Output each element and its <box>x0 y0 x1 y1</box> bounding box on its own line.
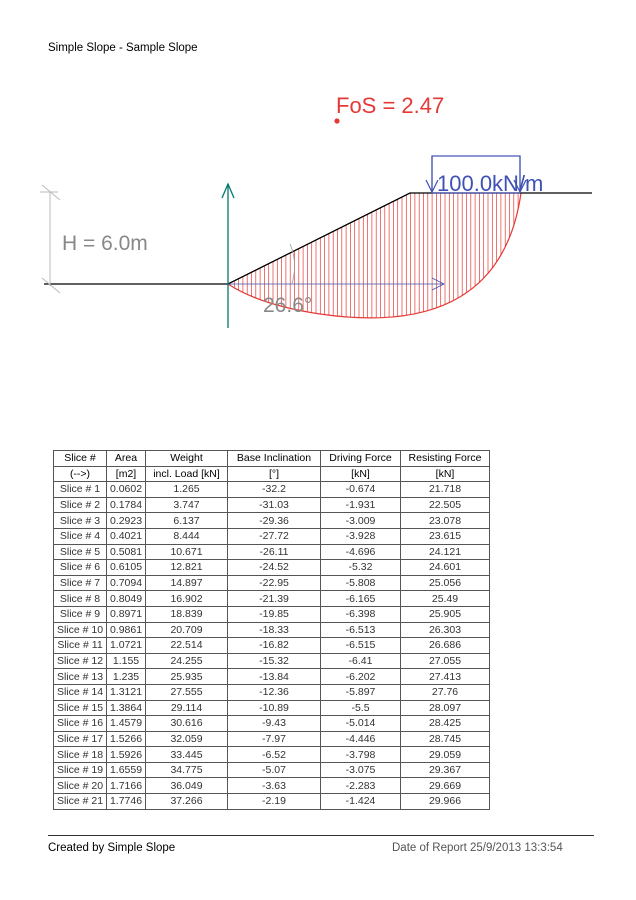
table-cell: 21.718 <box>401 482 490 498</box>
table-cell: 27.555 <box>146 684 228 700</box>
table-row <box>54 482 490 498</box>
table-cell: 30.616 <box>146 716 228 732</box>
footer-report-date: Date of Report 25/9/2013 13:3:54 <box>392 842 563 854</box>
table-cell: 12.821 <box>146 560 228 576</box>
table-row <box>54 528 490 544</box>
table-header-cell: Resisting Force <box>401 451 490 467</box>
table-header-row <box>54 451 490 467</box>
table-cell: -3.63 <box>228 778 321 794</box>
table-cell: 28.097 <box>401 700 490 716</box>
slope-diagram <box>0 80 636 340</box>
table-cell: Slice # 10 <box>54 622 107 638</box>
table-cell: 29.114 <box>146 700 228 716</box>
table-cell: 32.059 <box>146 731 228 747</box>
table-cell: -2.19 <box>228 794 321 810</box>
slice-results-table-wrap <box>53 450 490 810</box>
table-cell: -27.72 <box>228 528 321 544</box>
table-row <box>54 716 490 732</box>
table-header-cell: Slice # <box>54 451 107 467</box>
table-header-cell: [kN] <box>401 466 490 482</box>
table-cell: 24.255 <box>146 653 228 669</box>
table-cell: 0.4021 <box>107 528 146 544</box>
table-cell: 27.413 <box>401 669 490 685</box>
table-cell: 23.078 <box>401 513 490 529</box>
table-header-cell: (-->) <box>54 466 107 482</box>
table-cell: Slice # 6 <box>54 560 107 576</box>
table-cell: 0.9861 <box>107 622 146 638</box>
table-cell: Slice # 8 <box>54 591 107 607</box>
table-cell: 22.514 <box>146 638 228 654</box>
table-cell: 0.6105 <box>107 560 146 576</box>
table-cell: 1.7166 <box>107 778 146 794</box>
table-row <box>54 778 490 794</box>
angle-arc <box>290 244 295 284</box>
table-cell: 10.671 <box>146 544 228 560</box>
table-cell: -6.52 <box>228 747 321 763</box>
table-row <box>54 653 490 669</box>
table-cell: Slice # 2 <box>54 497 107 513</box>
table-row <box>54 560 490 576</box>
table-cell: -5.808 <box>321 575 401 591</box>
table-row <box>54 794 490 810</box>
table-cell: 27.055 <box>401 653 490 669</box>
table-cell: 1.5926 <box>107 747 146 763</box>
table-cell: -3.928 <box>321 528 401 544</box>
table-cell: 1.3864 <box>107 700 146 716</box>
table-cell: Slice # 13 <box>54 669 107 685</box>
height-dimension-tick-bottom <box>42 278 60 293</box>
table-cell: Slice # 7 <box>54 575 107 591</box>
table-row <box>54 622 490 638</box>
table-cell: 1.265 <box>146 482 228 498</box>
table-cell: 25.056 <box>401 575 490 591</box>
table-cell: 33.445 <box>146 747 228 763</box>
table-cell: -32.2 <box>228 482 321 498</box>
table-cell: 14.897 <box>146 575 228 591</box>
table-cell: -26.11 <box>228 544 321 560</box>
table-cell: 24.601 <box>401 560 490 576</box>
table-cell: Slice # 16 <box>54 716 107 732</box>
table-cell: Slice # 12 <box>54 653 107 669</box>
table-cell: -9.43 <box>228 716 321 732</box>
slip-circle-center <box>334 118 339 123</box>
table-cell: -0.674 <box>321 482 401 498</box>
table-cell: -21.39 <box>228 591 321 607</box>
table-cell: 27.76 <box>401 684 490 700</box>
table-cell: -5.5 <box>321 700 401 716</box>
table-header-cell: incl. Load [kN] <box>146 466 228 482</box>
table-row <box>54 762 490 778</box>
table-cell: 0.7094 <box>107 575 146 591</box>
table-cell: 25.49 <box>401 591 490 607</box>
table-header-cell: [kN] <box>321 466 401 482</box>
table-cell: Slice # 19 <box>54 762 107 778</box>
table-header-cell: [°] <box>228 466 321 482</box>
table-cell: 1.5266 <box>107 731 146 747</box>
table-cell: -12.36 <box>228 684 321 700</box>
table-row <box>54 575 490 591</box>
fos-label: FoS = 2.47 <box>336 93 445 118</box>
table-row <box>54 606 490 622</box>
table-cell: 34.775 <box>146 762 228 778</box>
table-row <box>54 591 490 607</box>
table-cell: -15.32 <box>228 653 321 669</box>
table-cell: 23.615 <box>401 528 490 544</box>
table-cell: 1.7746 <box>107 794 146 810</box>
table-cell: 1.0721 <box>107 638 146 654</box>
table-cell: Slice # 14 <box>54 684 107 700</box>
table-row <box>54 638 490 654</box>
table-cell: -5.07 <box>228 762 321 778</box>
table-cell: -5.897 <box>321 684 401 700</box>
table-row <box>54 669 490 685</box>
table-cell: 0.2923 <box>107 513 146 529</box>
table-cell: 0.1784 <box>107 497 146 513</box>
table-cell: -10.89 <box>228 700 321 716</box>
table-cell: Slice # 15 <box>54 700 107 716</box>
table-cell: Slice # 18 <box>54 747 107 763</box>
table-row <box>54 684 490 700</box>
table-cell: Slice # 5 <box>54 544 107 560</box>
table-cell: 20.709 <box>146 622 228 638</box>
table-header-cell: [m2] <box>107 466 146 482</box>
table-cell: 29.367 <box>401 762 490 778</box>
table-cell: -6.513 <box>321 622 401 638</box>
table-cell: 25.905 <box>401 606 490 622</box>
table-cell: 26.303 <box>401 622 490 638</box>
table-cell: -6.202 <box>321 669 401 685</box>
table-cell: 28.425 <box>401 716 490 732</box>
table-cell: 1.3121 <box>107 684 146 700</box>
table-cell: -4.446 <box>321 731 401 747</box>
table-cell: -18.33 <box>228 622 321 638</box>
table-cell: -3.075 <box>321 762 401 778</box>
load-label: 100.0kN/m <box>437 171 544 196</box>
table-row <box>54 731 490 747</box>
table-row <box>54 747 490 763</box>
table-cell: -3.798 <box>321 747 401 763</box>
table-cell: 1.155 <box>107 653 146 669</box>
table-header-cell: Base Inclination <box>228 451 321 467</box>
table-cell: -2.283 <box>321 778 401 794</box>
table-cell: -3.009 <box>321 513 401 529</box>
table-cell: -29.36 <box>228 513 321 529</box>
table-cell: -16.82 <box>228 638 321 654</box>
table-cell: 1.6559 <box>107 762 146 778</box>
table-cell: -19.85 <box>228 606 321 622</box>
table-row <box>54 700 490 716</box>
table-cell: -6.165 <box>321 591 401 607</box>
angle-label: 26.6° <box>263 294 313 317</box>
table-cell: 0.8971 <box>107 606 146 622</box>
table-cell: Slice # 3 <box>54 513 107 529</box>
footer-divider <box>48 835 594 836</box>
table-cell: Slice # 4 <box>54 528 107 544</box>
table-cell: 3.747 <box>146 497 228 513</box>
table-cell: -7.97 <box>228 731 321 747</box>
report-title: Simple Slope - Sample Slope <box>48 42 198 54</box>
height-label: H = 6.0m <box>62 232 148 255</box>
table-cell: 29.059 <box>401 747 490 763</box>
table-cell: 22.505 <box>401 497 490 513</box>
table-cell: 26.686 <box>401 638 490 654</box>
table-cell: 0.8049 <box>107 591 146 607</box>
table-cell: -1.931 <box>321 497 401 513</box>
table-header-cell: Area <box>107 451 146 467</box>
table-header-cell: Driving Force <box>321 451 401 467</box>
table-cell: -31.03 <box>228 497 321 513</box>
table-row <box>54 544 490 560</box>
table-row <box>54 497 490 513</box>
table-cell: 29.669 <box>401 778 490 794</box>
table-cell: Slice # 1 <box>54 482 107 498</box>
table-cell: 0.0602 <box>107 482 146 498</box>
table-cell: -6.515 <box>321 638 401 654</box>
table-cell: -22.95 <box>228 575 321 591</box>
table-cell: Slice # 21 <box>54 794 107 810</box>
footer-created-by: Created by Simple Slope <box>48 842 176 854</box>
table-cell: 6.137 <box>146 513 228 529</box>
slice-results-table <box>53 450 490 810</box>
table-cell: -24.52 <box>228 560 321 576</box>
table-cell: 1.4579 <box>107 716 146 732</box>
table-cell: Slice # 17 <box>54 731 107 747</box>
table-header-cell: Weight <box>146 451 228 467</box>
table-cell: 36.049 <box>146 778 228 794</box>
table-cell: 18.839 <box>146 606 228 622</box>
table-cell: -13.84 <box>228 669 321 685</box>
table-cell: Slice # 20 <box>54 778 107 794</box>
table-row <box>54 513 490 529</box>
table-cell: 1.235 <box>107 669 146 685</box>
table-cell: 24.121 <box>401 544 490 560</box>
table-cell: 8.444 <box>146 528 228 544</box>
table-cell: 25.935 <box>146 669 228 685</box>
table-cell: Slice # 9 <box>54 606 107 622</box>
table-cell: -6.41 <box>321 653 401 669</box>
table-cell: -6.398 <box>321 606 401 622</box>
table-header-row <box>54 466 490 482</box>
table-cell: Slice # 11 <box>54 638 107 654</box>
table-cell: 28.745 <box>401 731 490 747</box>
table-cell: 37.266 <box>146 794 228 810</box>
table-cell: -4.696 <box>321 544 401 560</box>
table-cell: -1.424 <box>321 794 401 810</box>
table-cell: 0.5081 <box>107 544 146 560</box>
table-cell: -5.014 <box>321 716 401 732</box>
table-cell: -5.32 <box>321 560 401 576</box>
table-cell: 16.902 <box>146 591 228 607</box>
table-cell: 29.966 <box>401 794 490 810</box>
